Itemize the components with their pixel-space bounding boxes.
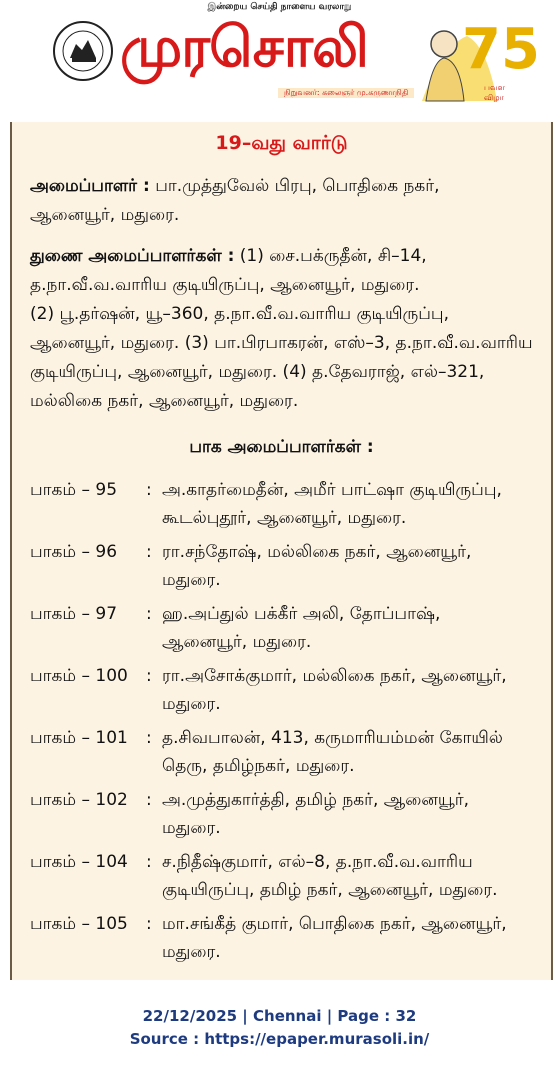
part-line1: த.சிவபாலன், 413, கருமாரியம்மன் கோயில் — [162, 728, 503, 748]
organizer-label: அமைப்பாளர் : — [30, 176, 150, 196]
deputy-line2: த.நா.வீ.வ.வாரிய குடியிருப்பு, ஆனையூர், மதுரை. — [30, 275, 420, 295]
seal-logo-icon — [52, 20, 114, 82]
part-line2: மதுரை. — [162, 570, 221, 590]
part-line2: குடியிருப்பு, தமிழ் நகர், ஆனையூர், மதுரை. — [162, 880, 498, 900]
svg-text:75: 75 — [462, 17, 540, 82]
deputy-line1: (1) சை.பக்ருதீன், சி–14, — [239, 246, 427, 266]
part-line2: மதுரை. — [162, 818, 221, 838]
part-colon: : — [146, 666, 152, 686]
part-line1: அ.முத்துகார்த்தி, தமிழ் நகர், ஆனையூர், — [162, 790, 470, 810]
part-entry — [12, 542, 551, 602]
article-panel — [10, 122, 553, 980]
svg-text:விழா: விழா — [484, 93, 504, 102]
part-colon: : — [146, 728, 152, 748]
part-label: பாகம் – 101 — [30, 728, 128, 748]
organizer-line2: ஆனையூர், மதுரை. — [30, 205, 180, 225]
part-label: பாகம் – 97 — [30, 604, 118, 624]
part-colon: : — [146, 914, 152, 934]
footer-dateline: 22/12/2025 | Chennai | Page : 32 — [142, 1007, 417, 1025]
part-line1: ச.நிதீஷ்குமார், எல்–8, த.நா.வீ.வ.வாரிய — [162, 852, 473, 872]
part-label: பாகம் – 105 — [30, 914, 128, 934]
deputy-line4: ஆனையூர், மதுரை. (3) பா.பிரபாகரன், எஸ்–3, த.நா.வீ.வ.வாரிய — [30, 333, 533, 353]
deputy-label: துணை அமைப்பாளர்கள் : — [30, 246, 235, 266]
part-colon: : — [146, 790, 152, 810]
part-colon: : — [146, 604, 152, 624]
deputy-line3: (2) பூ.தர்ஷன், யூ–360, த.நா.வீ.வ.வாரிய குடியிருப்பு, — [30, 304, 449, 324]
part-entry — [12, 790, 551, 850]
part-entry — [12, 666, 551, 726]
part-entry — [12, 480, 551, 540]
part-line1: ஹ.அப்துல் பக்கீர் அலி, தோப்பாஷ், — [162, 604, 441, 624]
part-line2: மதுரை. — [162, 694, 221, 714]
ward-title: 19–வது வார்டு — [215, 132, 348, 154]
part-line1: அ.காதர்மைதீன், அமீர் பாட்ஷா குடியிருப்பு, — [162, 480, 502, 500]
deputy-paragraph — [30, 242, 542, 416]
part-label: பாகம் – 100 — [30, 666, 128, 686]
svg-text:பவள: பவள — [484, 83, 505, 92]
part-entry — [12, 728, 551, 788]
part-label: பாகம் – 96 — [30, 542, 118, 562]
footer-source: Source : https://epaper.murasoli.in/ — [129, 1030, 430, 1048]
anniversary-75-icon — [412, 6, 540, 106]
part-entry — [12, 914, 551, 974]
part-label: பாகம் – 102 — [30, 790, 128, 810]
section-heading: பாக அமைப்பாளர்கள் : — [189, 437, 374, 457]
part-entry — [12, 604, 551, 664]
part-line1: மா.சங்கீத் குமார், பொதிகை நகர், ஆனையூர், — [162, 914, 507, 934]
part-colon: : — [146, 480, 152, 500]
part-colon: : — [146, 542, 152, 562]
deputy-line6: மல்லிகை நகர், ஆனையூர், மதுரை. — [30, 391, 299, 411]
part-entry — [12, 852, 551, 912]
organizer-paragraph — [30, 172, 542, 230]
part-line2: கூடல்புதூர், ஆனையூர், மதுரை. — [162, 508, 407, 528]
part-line2: ஆனையூர், மதுரை. — [162, 632, 312, 652]
masthead — [0, 0, 559, 118]
part-label: பாகம் – 104 — [30, 852, 128, 872]
masthead-tagline: இன்றைய செய்தி நாளைய வரலாறு — [207, 2, 352, 12]
part-line1: ரா.அசோக்குமார், மல்லிகை நகர், ஆனையூர், — [162, 666, 507, 686]
deputy-line5: குடியிருப்பு, ஆனையூர், மதுரை. (4) த.தேவராஜ், எல்–321, — [30, 362, 485, 382]
part-colon: : — [146, 852, 152, 872]
organizer-line1: பா.முத்துவேல் பிரபு, பொதிகை நகர், — [155, 176, 440, 196]
part-line1: ரா.சந்தோஷ், மல்லிகை நகர், ஆனையூர், — [162, 542, 472, 562]
part-line2: தெரு, தமிழ்நகர், மதுரை. — [162, 756, 355, 776]
brand-logo: முரசொலி — [120, 15, 368, 80]
part-line2: மதுரை. — [162, 942, 221, 962]
brand-founder: நிறுவனர்: கலைஞர் மு.கருணாநிதி — [278, 88, 414, 98]
part-label: பாகம் – 95 — [30, 480, 118, 500]
